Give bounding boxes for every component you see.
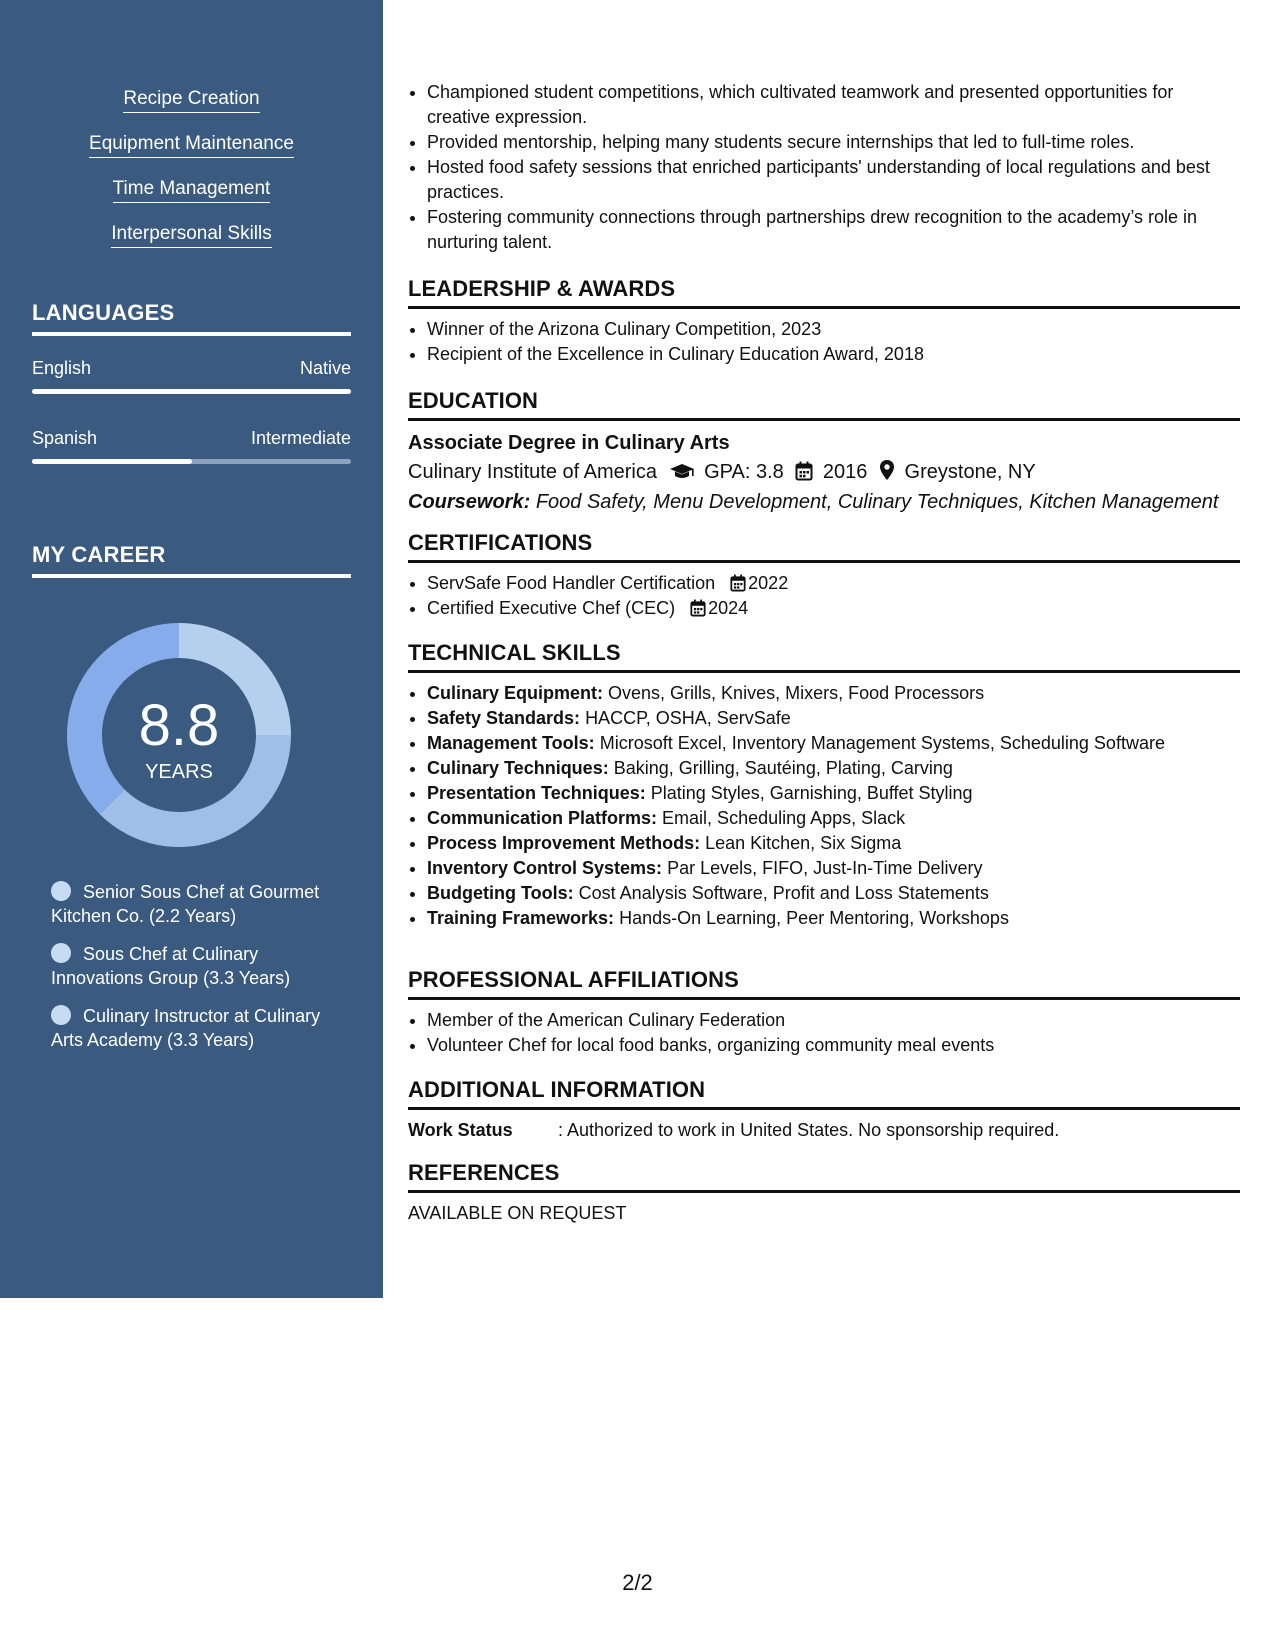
language-english — [32, 358, 351, 394]
list-item: • Championed student competitions, which cultivated teamwork and presented opportunities for creative expression. — [427, 80, 1240, 130]
skill-category: Culinary Equipment: — [427, 683, 604, 703]
skill-values: Baking, Grilling, Sautéing, Plating, Carving — [613, 758, 953, 778]
calendar-icon — [690, 599, 706, 617]
skill-values: Par Levels, FIFO, Just-In-Time Delivery — [667, 858, 983, 878]
technical-skill-item — [427, 681, 1240, 706]
language-level: Native — [299, 358, 351, 378]
additional-info-section — [408, 1077, 1240, 1143]
skills-list — [0, 88, 383, 268]
skill-values: Cost Analysis Software, Profit and Loss Statements — [578, 883, 989, 903]
skill-link[interactable]: Recipe Creation — [123, 88, 259, 113]
skill-category: Inventory Control Systems: — [427, 858, 663, 878]
skill-category: Culinary Techniques: — [427, 758, 609, 778]
technical-skill-item — [427, 781, 1240, 806]
career-item-text: Sous Chef at Culinary Innovations Group (3.3 Years) — [51, 944, 291, 988]
technical-skill-item — [427, 831, 1240, 856]
skill-values: Plating Styles, Garnishing, Buffet Styling — [650, 783, 973, 803]
certifications-section — [408, 530, 1240, 621]
section-title: TECHNICAL SKILLS — [408, 640, 1240, 673]
language-name: Spanish — [32, 428, 98, 448]
skill-category: Process Improvement Methods: — [427, 833, 701, 853]
references-section — [408, 1160, 1240, 1226]
career-item — [51, 880, 351, 928]
page-number: 2/2 — [622, 1570, 653, 1595]
skill-category: Presentation Techniques: — [427, 783, 646, 803]
technical-skills-section — [408, 640, 1240, 931]
school: Culinary Institute of America — [408, 461, 657, 483]
skill-values: Microsoft Excel, Inventory Management Systems, Scheduling Software — [599, 733, 1165, 753]
work-status-row — [408, 1118, 1240, 1143]
career-item — [51, 1004, 351, 1052]
skill-category: Training Frameworks: — [427, 908, 615, 928]
skill-category: Management Tools: — [427, 733, 595, 753]
career-item — [51, 942, 351, 990]
certification-year: 2024 — [708, 598, 749, 618]
technical-skill-item — [427, 806, 1240, 831]
skill-category: Budgeting Tools: — [427, 883, 574, 903]
section-title: CERTIFICATIONS — [408, 530, 1240, 563]
technical-skill-item — [427, 856, 1240, 881]
skill-link[interactable]: Interpersonal Skills — [111, 223, 272, 248]
language-bar — [32, 389, 351, 394]
list-item: • Provided mentorship, helping many students secure internships that led to full-time roles. — [427, 130, 1240, 155]
list-item — [427, 596, 1240, 621]
education-details — [408, 457, 1240, 487]
career-list — [51, 880, 351, 1066]
skill-link[interactable]: Time Management — [113, 178, 271, 203]
section-title: EDUCATION — [408, 388, 1240, 421]
certification-year: 2022 — [748, 573, 789, 593]
section-title: REFERENCES — [408, 1160, 1240, 1193]
career-donut-chart — [64, 620, 294, 850]
graduation-cap-icon — [669, 463, 695, 481]
bullet-dot-icon — [51, 881, 71, 901]
career-total: 8.8 — [138, 693, 220, 758]
list-item: • Winner of the Arizona Culinary Competition, 2023 — [427, 317, 1240, 342]
degree: Associate Degree in Culinary Arts — [408, 432, 730, 454]
career-heading: MY CAREER — [32, 542, 351, 578]
career-item-text: Culinary Instructor at Culinary Arts Academy (3.3 Years) — [51, 1006, 321, 1050]
section-title: LEADERSHIP & AWARDS — [408, 276, 1240, 309]
certification-name: Certified Executive Chef (CEC) — [427, 598, 676, 618]
technical-skill-item — [427, 881, 1240, 906]
location-pin-icon — [879, 459, 895, 481]
work-status-label: Work Status — [408, 1120, 513, 1140]
skill-category: Communication Platforms: — [427, 808, 658, 828]
location: Greystone, NY — [904, 461, 1036, 483]
skill-link[interactable]: Equipment Maintenance — [89, 133, 294, 158]
career-item-text: Senior Sous Chef at Gourmet Kitchen Co. (2.2 Years) — [51, 882, 320, 926]
coursework — [408, 487, 1240, 517]
section-title: ADDITIONAL INFORMATION — [408, 1077, 1240, 1110]
language-name: English — [32, 358, 92, 378]
calendar-icon — [795, 461, 813, 481]
list-item: • Recipient of the Excellence in Culinary Education Award, 2018 — [427, 342, 1240, 367]
list-item: • Volunteer Chef for local food banks, organizing community meal events — [427, 1033, 1240, 1058]
leadership-section — [408, 276, 1240, 367]
bullet-dot-icon — [51, 943, 71, 963]
list-item: • Fostering community connections through partnerships drew recognition to the academy’s role in nurturing talent. — [427, 205, 1240, 255]
experience-bullets — [408, 80, 1240, 255]
language-bar-fill — [32, 459, 192, 464]
list-item — [427, 571, 1240, 596]
languages-heading: LANGUAGES — [32, 300, 351, 336]
certification-name: ServSafe Food Handler Certification — [427, 573, 716, 593]
skill-values: Email, Scheduling Apps, Slack — [662, 808, 906, 828]
career-unit: YEARS — [145, 761, 213, 783]
bullet-dot-icon — [51, 1005, 71, 1025]
skill-category: Safety Standards: — [427, 708, 581, 728]
technical-skills-list — [408, 681, 1240, 931]
list-item: • Hosted food safety sessions that enriched participants' understanding of local regulations and best practices. — [427, 155, 1240, 205]
skill-values: HACCP, OSHA, ServSafe — [585, 708, 791, 728]
technical-skill-item — [427, 706, 1240, 731]
work-status-value: : Authorized to work in United States. No sponsorship required. — [558, 1120, 1060, 1140]
language-spanish — [32, 428, 351, 464]
list-item: • Member of the American Culinary Federation — [427, 1008, 1240, 1033]
education-section — [408, 388, 1240, 517]
section-title: PROFESSIONAL AFFILIATIONS — [408, 967, 1240, 1000]
technical-skill-item — [427, 731, 1240, 756]
gpa: GPA: 3.8 — [704, 461, 784, 483]
graduation-year: 2016 — [822, 461, 868, 483]
technical-skill-item — [427, 906, 1240, 931]
language-bar — [32, 459, 351, 464]
skill-values: Lean Kitchen, Six Sigma — [705, 833, 902, 853]
coursework-label: Coursework: — [408, 491, 531, 513]
language-bar-fill — [32, 389, 351, 394]
calendar-icon — [730, 574, 746, 592]
sidebar — [0, 0, 383, 1298]
coursework-value: Food Safety, Menu Development, Culinary Techniques, Kitchen Management — [535, 491, 1219, 513]
skill-values: Hands-On Learning, Peer Mentoring, Workshops — [619, 908, 1009, 928]
skill-values: Ovens, Grills, Knives, Mixers, Food Processors — [608, 683, 985, 703]
references-text: AVAILABLE ON REQUEST — [408, 1203, 627, 1223]
technical-skill-item — [427, 756, 1240, 781]
language-level: Intermediate — [250, 428, 351, 448]
affiliations-section — [408, 967, 1240, 1058]
